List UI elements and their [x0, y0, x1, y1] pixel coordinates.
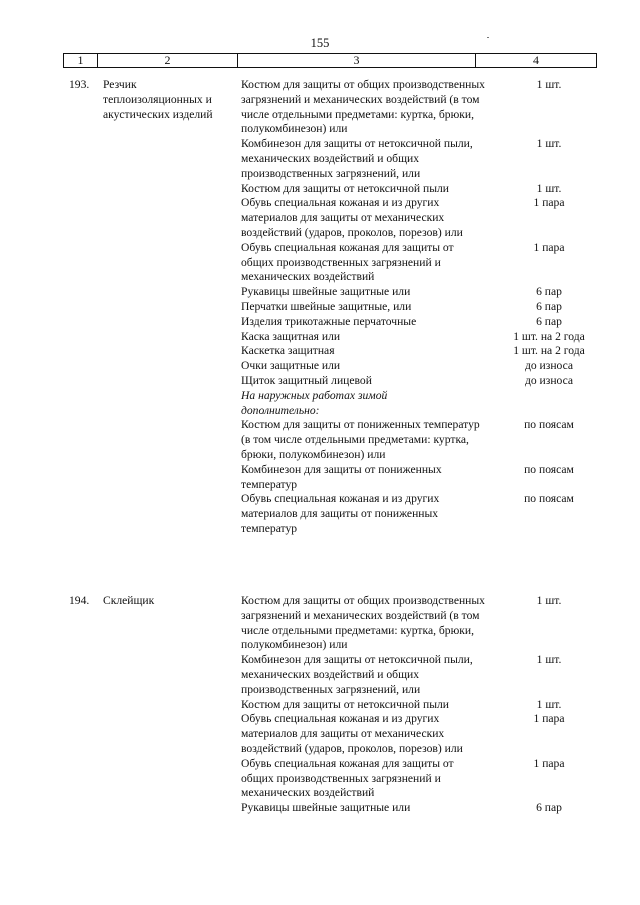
- equipment-list: [241, 594, 597, 816]
- issue-norm: по поясам: [524, 462, 574, 476]
- issue-norm: 1 пара: [533, 756, 565, 770]
- issue-norm: 6 пар: [536, 299, 562, 313]
- occupation-name: Резчик теплоизоляционных и акустических изделий: [103, 78, 213, 121]
- equipment-name: Обувь специальная кожаная и из других материалов для защиты от механических воздействий (ударов, проколов, порезов) или: [241, 712, 463, 755]
- equipment-row: [241, 196, 597, 240]
- equipment-name: Костюм для защиты от общих производственных загрязнений и механических воздействий (в том числе отдельными предметами: куртка, брюки, полукомбинезон) или: [241, 594, 485, 652]
- equipment-row: [241, 492, 597, 536]
- equipment-name: Костюм для защиты от пониженных температур (в том числе отдельными предметами: куртка, брюки, полукомбинезон) или: [241, 418, 480, 461]
- issue-norm: 1 шт.: [536, 137, 562, 151]
- equipment-row: [241, 241, 597, 285]
- issue-norm: 1 шт. на 2 года: [513, 344, 585, 358]
- equipment-name: Рукавицы швейные защитные или: [241, 285, 411, 299]
- equipment-row: [241, 418, 597, 462]
- equipment-name: Изделия трикотажные перчаточные: [241, 314, 417, 328]
- equipment-name: Щиток защитный лицевой: [241, 373, 372, 387]
- equipment-name: Обувь специальная кожаная и из других материалов для защиты от пониженных температур: [241, 492, 440, 535]
- equipment-row: [241, 801, 597, 816]
- equipment-name: Комбинезон для защиты от нетоксичной пыли, механических воздействий и общих производственных загрязнений, или: [241, 137, 473, 180]
- issue-norm: до износа: [524, 359, 574, 373]
- equipment-row: [241, 344, 597, 359]
- equipment-name: Каска защитная или: [241, 329, 341, 343]
- equipment-name: Перчатки швейные защитные, или: [241, 299, 412, 313]
- issue-norm: 1 шт.: [536, 594, 562, 607]
- section-note-row: [241, 389, 597, 419]
- equipment-name: Костюм для защиты от общих производственных загрязнений и механических воздействий (в том числе отдельными предметами: куртка, брюки, полукомбинезон) или: [241, 78, 485, 136]
- equipment-row: [241, 757, 597, 801]
- issue-norm: 1 пара: [533, 196, 565, 210]
- equipment-row: [241, 653, 597, 697]
- issue-norm: 1 шт.: [536, 697, 562, 711]
- issue-norm: 1 шт. на 2 года: [513, 329, 585, 343]
- equipment-name: Рукавицы швейные защитные или: [241, 801, 411, 815]
- equipment-list: [241, 78, 597, 537]
- equipment-row: [241, 463, 597, 493]
- issue-norm: по поясам: [524, 418, 574, 432]
- equipment-row: [241, 712, 597, 756]
- equipment-name: Костюм для защиты от нетоксичной пыли: [241, 697, 450, 711]
- equipment-row: [241, 594, 597, 653]
- table-header-row: [63, 53, 597, 68]
- equipment-row: [241, 285, 597, 300]
- equipment-name: Очки защитные или: [241, 359, 341, 373]
- scan-artifact: [487, 37, 489, 38]
- header-col-2: 2: [98, 54, 238, 67]
- equipment-name: Костюм для защиты от нетоксичной пыли: [241, 181, 450, 195]
- equipment-row: [241, 300, 597, 315]
- equipment-row: [241, 182, 597, 197]
- header-col-1: 1: [64, 54, 98, 67]
- equipment-name: Обувь специальная кожаная для защиты от общих производственных загрязнений и механических воздействий: [241, 756, 454, 800]
- page-number: 155: [310, 36, 330, 50]
- issue-norm: до износа: [524, 373, 574, 387]
- issue-norm: 6 пар: [536, 801, 562, 815]
- equipment-name: Обувь специальная кожаная для защиты от общих производственных загрязнений и механических воздействий: [241, 240, 454, 284]
- winter-note: На наружных работах зимой дополнительно:: [241, 388, 388, 417]
- equipment-name: Каскетка защитная: [241, 344, 335, 358]
- equipment-name: Обувь специальная кожаная и из других материалов для защиты от механических воздействий (ударов, проколов, порезов) или: [241, 196, 463, 239]
- equipment-row: [241, 315, 597, 330]
- issue-norm: 1 пара: [533, 712, 565, 726]
- issue-norm: 1 шт.: [536, 653, 562, 667]
- issue-norm: 1 шт.: [536, 181, 562, 195]
- issue-norm: 6 пар: [536, 285, 562, 299]
- header-col-4: 4: [533, 53, 539, 67]
- entry-number: 193.: [69, 78, 90, 91]
- equipment-row: [241, 374, 597, 389]
- equipment-row: [241, 359, 597, 374]
- issue-norm: 6 пар: [536, 314, 562, 328]
- equipment-name: Комбинезон для защиты от пониженных температур: [241, 462, 442, 491]
- header-col-3: 3: [238, 54, 476, 67]
- issue-norm: 1 пара: [533, 240, 565, 254]
- issue-norm: по поясам: [524, 492, 574, 506]
- occupation-name: Склейщик: [103, 594, 155, 607]
- equipment-row: [241, 698, 597, 713]
- issue-norm: 1 шт.: [536, 78, 562, 91]
- equipment-row: [241, 78, 597, 137]
- equipment-name: Комбинезон для защиты от нетоксичной пыли, механических воздействий и общих производственных загрязнений, или: [241, 653, 473, 696]
- equipment-row: [241, 330, 597, 345]
- entry-number: 194.: [69, 594, 90, 607]
- equipment-row: [241, 137, 597, 181]
